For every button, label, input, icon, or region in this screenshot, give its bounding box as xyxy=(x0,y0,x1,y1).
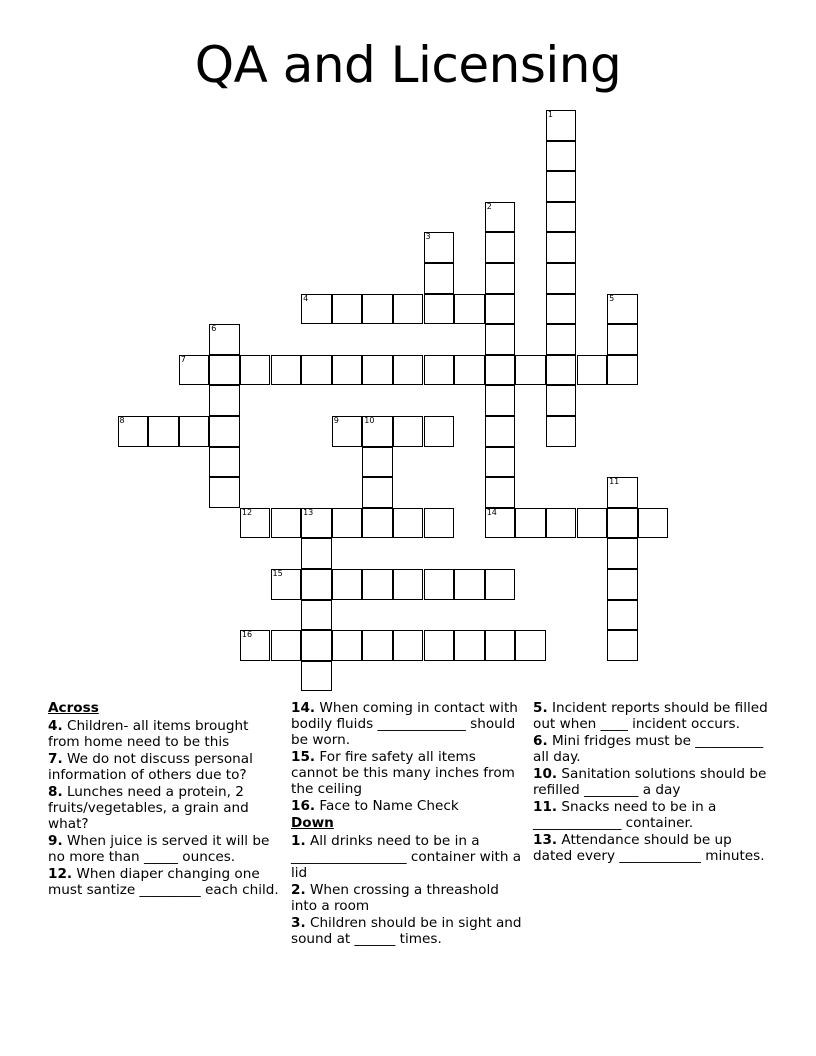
grid-cell[interactable] xyxy=(546,232,577,263)
grid-cell[interactable] xyxy=(607,630,638,661)
grid-cell[interactable] xyxy=(393,508,424,539)
grid-cell[interactable] xyxy=(240,355,271,386)
grid-cell[interactable] xyxy=(362,630,393,661)
clue-number: 6 xyxy=(211,324,217,334)
grid-cell[interactable] xyxy=(607,477,638,508)
grid-cell[interactable] xyxy=(515,630,546,661)
grid-cell[interactable] xyxy=(577,508,608,539)
page-title: QA and Licensing xyxy=(194,36,622,94)
grid-cell[interactable] xyxy=(301,538,332,569)
grid-cell[interactable] xyxy=(485,477,516,508)
clue-column-3 xyxy=(533,700,768,865)
grid-cell[interactable] xyxy=(638,508,669,539)
clue-number: 8 xyxy=(119,416,125,425)
grid-cell[interactable] xyxy=(393,355,424,386)
grid-cell[interactable] xyxy=(485,569,516,600)
clue-number: 16 xyxy=(241,630,253,640)
grid-cell[interactable] xyxy=(301,661,332,692)
grid-cell[interactable] xyxy=(301,294,332,325)
grid-cell[interactable] xyxy=(424,294,455,325)
grid-cell[interactable] xyxy=(209,324,240,355)
grid-cell[interactable] xyxy=(301,355,332,386)
grid-cell[interactable] xyxy=(332,569,363,600)
across-clue-12: 12. When diaper changing one must santize _________ each child. xyxy=(48,866,279,898)
grid-cell[interactable] xyxy=(424,630,455,661)
down-clue-10: 10. Sanitation solutions should be refilled ________ a day xyxy=(533,766,767,798)
grid-cell[interactable] xyxy=(393,294,424,325)
grid-cell[interactable] xyxy=(332,508,363,539)
grid-cell[interactable] xyxy=(332,294,363,325)
grid-cell[interactable] xyxy=(179,416,210,447)
grid-cell[interactable] xyxy=(271,508,302,539)
grid-cell[interactable] xyxy=(362,294,393,325)
grid-cell[interactable] xyxy=(209,385,240,416)
grid-cell[interactable] xyxy=(362,569,393,600)
grid-cell[interactable] xyxy=(607,600,638,631)
clue-number: 12 xyxy=(241,507,253,517)
grid-cell[interactable] xyxy=(454,355,485,386)
clue-number: 14 xyxy=(486,507,497,517)
grid-cell[interactable] xyxy=(607,294,638,325)
down-clue-11: 11. Snacks need to be in a _____________ container. xyxy=(533,799,717,831)
grid-cell[interactable] xyxy=(393,630,424,661)
down-clue-2: 2. When crossing a threashold into a room xyxy=(291,882,499,914)
clue-number: 1 xyxy=(547,110,553,119)
grid-cell[interactable] xyxy=(424,232,455,263)
grid-cell[interactable] xyxy=(546,263,577,294)
grid-cell[interactable] xyxy=(424,355,455,386)
grid-cell[interactable] xyxy=(393,569,424,600)
down-clue-1: 1. All drinks need to be in a _________________ container with a lid xyxy=(291,833,522,881)
grid-cell[interactable] xyxy=(301,569,332,600)
clue-number: 10 xyxy=(364,416,375,425)
grid-cell[interactable] xyxy=(179,355,210,386)
grid-cell[interactable] xyxy=(515,508,546,539)
across-clue-8: 8. Lunches need a protein, 2 fruits/vegetables, a grain and what? xyxy=(48,784,249,832)
grid-cell[interactable] xyxy=(546,385,577,416)
clue-number: 15 xyxy=(272,569,283,578)
grid-cell[interactable] xyxy=(546,110,577,141)
grid-cell[interactable] xyxy=(546,294,577,325)
grid-cell[interactable] xyxy=(485,355,516,386)
grid-cell[interactable] xyxy=(485,447,516,478)
grid-cell[interactable] xyxy=(332,416,363,447)
grid-cell[interactable] xyxy=(332,355,363,386)
clue-number: 9 xyxy=(333,416,339,425)
grid-cell[interactable] xyxy=(485,630,516,661)
grid-cell[interactable] xyxy=(485,324,516,355)
grid-cell[interactable] xyxy=(485,232,516,263)
clue-number: 3 xyxy=(425,232,431,242)
down-clue-3: 3. Children should be in sight and sound at ______ times. xyxy=(291,915,522,947)
grid-cell[interactable] xyxy=(301,630,332,661)
grid-cell[interactable] xyxy=(546,508,577,539)
down-clue-13: 13. Attendance should be up dated every ____________ minutes. xyxy=(533,832,765,864)
grid-cell[interactable] xyxy=(607,569,638,600)
grid-cell[interactable] xyxy=(362,508,393,539)
across-clue-4: 4. Children- all items brought from home need to be this xyxy=(48,718,249,750)
grid-cell[interactable] xyxy=(607,538,638,569)
grid-cell[interactable] xyxy=(485,202,516,233)
grid-cell[interactable] xyxy=(577,355,608,386)
grid-cell[interactable] xyxy=(209,477,240,508)
grid-cell[interactable] xyxy=(485,263,516,294)
grid-cell[interactable] xyxy=(271,569,302,600)
clue-number: 5 xyxy=(609,293,615,303)
across-heading: Across xyxy=(48,700,99,716)
across-clue-7: 7. We do not discuss personal information of others due to? xyxy=(48,751,253,783)
down-clue-6: 6. Mini fridges must be __________ all day. xyxy=(533,733,764,765)
grid-cell[interactable] xyxy=(362,355,393,386)
clue-column-1 xyxy=(48,700,280,899)
grid-cell[interactable] xyxy=(240,508,271,539)
grid-cell[interactable] xyxy=(454,569,485,600)
across-clue-14: 14. When coming in contact with bodily fluids _____________ should be worn. xyxy=(291,700,518,748)
grid-cell[interactable] xyxy=(362,416,393,447)
grid-cell[interactable] xyxy=(393,416,424,447)
grid-cell[interactable] xyxy=(454,294,485,325)
grid-cell[interactable] xyxy=(485,416,516,447)
clue-number: 13 xyxy=(303,507,314,517)
grid-cell[interactable] xyxy=(424,569,455,600)
grid-cell[interactable] xyxy=(485,385,516,416)
grid-cell[interactable] xyxy=(301,508,332,539)
grid-cell[interactable] xyxy=(362,447,393,478)
clue-number: 4 xyxy=(303,293,309,303)
grid-cell[interactable] xyxy=(424,508,455,539)
grid-cell[interactable] xyxy=(271,355,302,386)
grid-cell[interactable] xyxy=(546,416,577,447)
down-heading: Down xyxy=(291,815,334,831)
clue-column-2 xyxy=(291,700,526,948)
grid-cell[interactable] xyxy=(546,141,577,172)
across-clue-16: 16. Face to Name Check xyxy=(291,798,459,814)
grid-cell[interactable] xyxy=(546,171,577,202)
grid-cell[interactable] xyxy=(209,416,240,447)
grid-cell[interactable] xyxy=(209,355,240,386)
grid-cell[interactable] xyxy=(515,355,546,386)
grid-cell[interactable] xyxy=(240,630,271,661)
grid-cell[interactable] xyxy=(454,630,485,661)
grid-cell[interactable] xyxy=(271,630,302,661)
grid-cell[interactable] xyxy=(607,508,638,539)
clue-number: 11 xyxy=(609,477,620,487)
clue-number: 2 xyxy=(486,201,492,211)
grid-cell[interactable] xyxy=(209,447,240,478)
clue-number: 7 xyxy=(180,354,186,364)
grid-cell[interactable] xyxy=(485,508,516,539)
down-clue-5: 5. Incident reports should be filled out when ____ incident occurs. xyxy=(533,700,768,732)
grid-cell[interactable] xyxy=(546,202,577,233)
across-clue-9: 9. When juice is served it will be no more than _____ ounces. xyxy=(48,833,270,865)
grid-cell[interactable] xyxy=(332,630,363,661)
grid-cell[interactable] xyxy=(546,355,577,386)
grid-cell[interactable] xyxy=(301,600,332,631)
grid-cell[interactable] xyxy=(362,477,393,508)
grid-cell[interactable] xyxy=(485,294,516,325)
grid-cell[interactable] xyxy=(148,416,179,447)
grid-cell[interactable] xyxy=(118,416,149,447)
grid-cell[interactable] xyxy=(607,355,638,386)
grid-cell[interactable] xyxy=(607,324,638,355)
grid-cell[interactable] xyxy=(424,263,455,294)
grid-cell[interactable] xyxy=(546,324,577,355)
grid-cell[interactable] xyxy=(424,416,455,447)
across-clue-15: 15. For fire safety all items cannot be this many inches from the ceiling xyxy=(291,749,515,797)
